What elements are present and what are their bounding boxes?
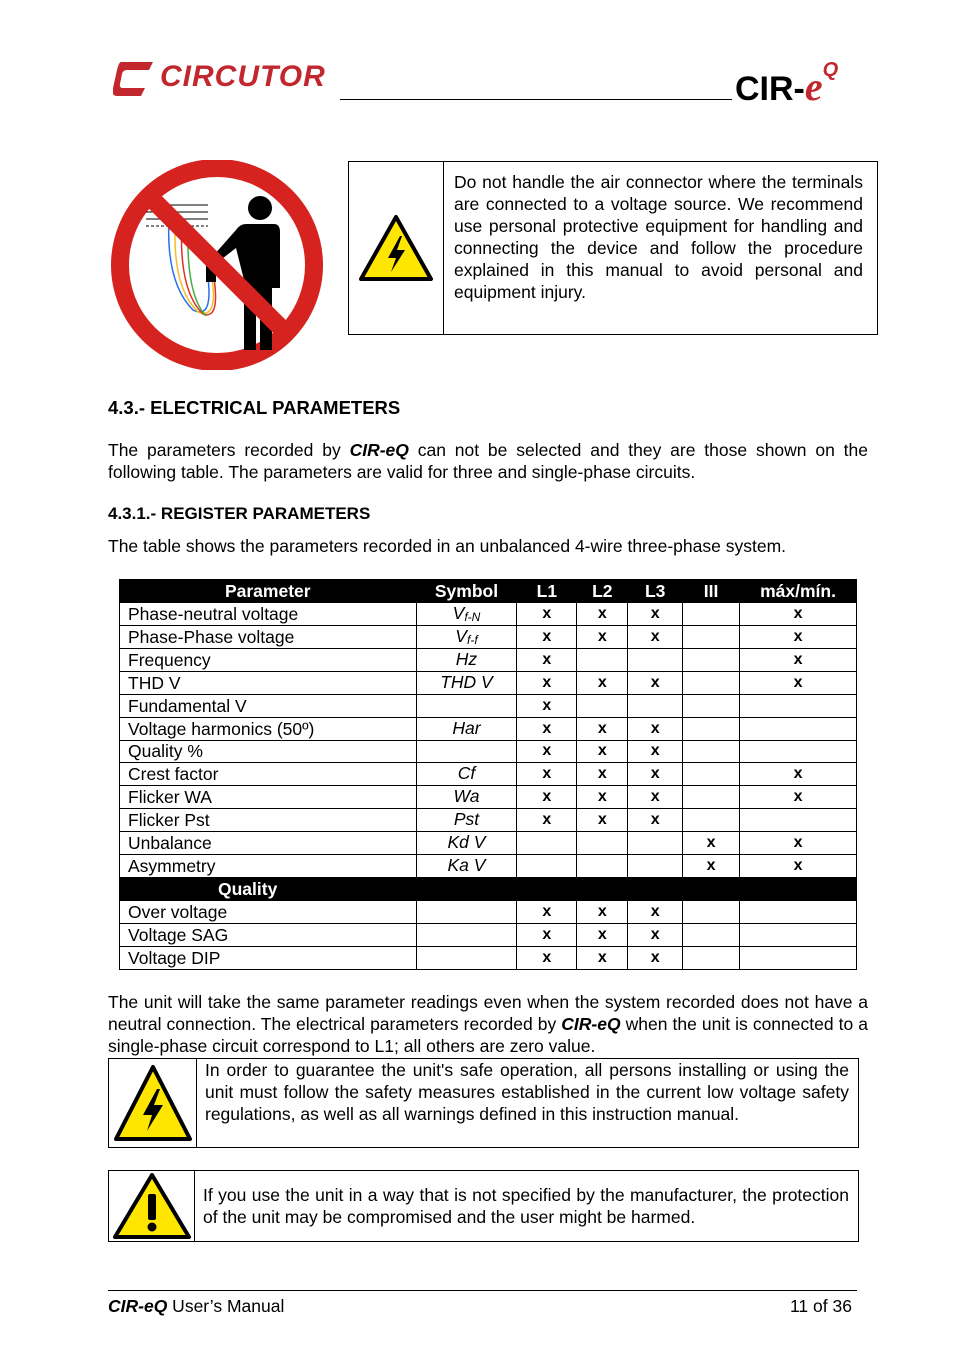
parameter-name: Flicker WA xyxy=(120,786,417,809)
mark-l2: x xyxy=(577,740,628,763)
parameter-name: Phase-Phase voltage xyxy=(120,625,417,648)
parameter-name: Fundamental V xyxy=(120,694,417,717)
warning-text: If you use the unit in a way that is not specified by the manufacturer, the protection of the unit may be compromised and the user might be harmed. xyxy=(203,1185,849,1227)
subsection-heading: 4.3.1.- REGISTER PARAMETERS xyxy=(108,504,371,523)
mark-l3: x xyxy=(628,602,683,625)
table-row xyxy=(120,901,857,924)
parameter-symbol: $V_{f-f}$ xyxy=(416,625,517,648)
mark-l1 xyxy=(517,832,577,855)
table-row xyxy=(120,740,857,763)
quality-section-row xyxy=(120,878,857,901)
mark-l1: x xyxy=(517,763,577,786)
mark-l3: x xyxy=(628,763,683,786)
intro-text-before: The parameters recorded by xyxy=(108,440,350,460)
mark-iii xyxy=(683,717,740,740)
parameter-name: Quality % xyxy=(120,740,417,763)
product-name: CIR-eQ xyxy=(561,1014,621,1034)
parameter-symbol: Wa xyxy=(416,786,517,809)
mark-max-min: x xyxy=(740,855,857,878)
warning-icon-cell xyxy=(109,1171,195,1241)
mark-l1: x xyxy=(517,694,577,717)
mark-l3: x xyxy=(628,901,683,924)
intro-text-after: can not be selected and they are those shown on the following table. The parameters are valid for three and single-phase circuits. xyxy=(108,440,868,482)
parameter-name: THD V xyxy=(120,671,417,694)
mark-l3: x xyxy=(628,923,683,946)
exclamation-warning-icon xyxy=(112,1172,192,1240)
table-row xyxy=(120,694,857,717)
section-heading: 4.3.- ELECTRICAL PARAMETERS xyxy=(108,397,401,418)
parameter-name: Flicker Pst xyxy=(120,809,417,832)
parameter-symbol: Cf xyxy=(416,763,517,786)
mark-l2 xyxy=(577,648,628,671)
mark-iii xyxy=(683,763,740,786)
header-l1: L1 xyxy=(517,580,577,603)
mark-iii xyxy=(683,625,740,648)
mark-l3 xyxy=(628,648,683,671)
mark-max-min xyxy=(740,946,857,969)
parameter-name: Over voltage xyxy=(120,901,417,924)
table-row xyxy=(120,855,857,878)
mark-max-min xyxy=(740,923,857,946)
high-voltage-warning-icon xyxy=(358,214,434,282)
mark-l2 xyxy=(577,855,628,878)
mark-l2: x xyxy=(577,625,628,648)
warning-icon-cell xyxy=(109,1059,197,1147)
mark-iii xyxy=(683,648,740,671)
mark-l2: x xyxy=(577,763,628,786)
mark-l2: x xyxy=(577,901,628,924)
footer-manual-title xyxy=(108,1296,284,1317)
parameter-name: Voltage harmonics (50º) xyxy=(120,717,417,740)
register-parameters-table xyxy=(119,579,857,970)
parameter-name: Crest factor xyxy=(120,763,417,786)
table-row xyxy=(120,671,857,694)
footer-product: CIR-eQ xyxy=(108,1296,168,1316)
mark-max-min: x xyxy=(740,671,857,694)
mark-l1: x xyxy=(517,625,577,648)
mark-iii xyxy=(683,694,740,717)
mark-max-min xyxy=(740,694,857,717)
mark-max-min xyxy=(740,809,857,832)
circutor-logo-text: CIRCUTOR xyxy=(160,60,326,93)
mark-iii xyxy=(683,786,740,809)
footer-rule xyxy=(108,1290,857,1291)
mark-l1: x xyxy=(517,923,577,946)
parameter-name: Voltage SAG xyxy=(120,923,417,946)
header-l2: L2 xyxy=(577,580,628,603)
warning-icon-cell xyxy=(349,162,444,334)
mark-iii xyxy=(683,946,740,969)
section-intro-paragraph xyxy=(108,439,868,483)
brand-e: e xyxy=(804,64,823,109)
header-iii: III xyxy=(683,580,740,603)
mark-iii xyxy=(683,901,740,924)
parameter-symbol xyxy=(416,901,517,924)
table-row xyxy=(120,717,857,740)
misuse-warning xyxy=(108,1170,859,1242)
parameter-name: Voltage DIP xyxy=(120,946,417,969)
mark-max-min xyxy=(740,901,857,924)
high-voltage-warning-icon xyxy=(112,1063,194,1143)
header-max-min: máx/mín. xyxy=(740,580,857,603)
header-parameter: Parameter xyxy=(120,580,417,603)
parameter-symbol xyxy=(416,694,517,717)
parameter-name: Frequency xyxy=(120,648,417,671)
parameter-symbol: Hz xyxy=(416,648,517,671)
parameter-name: Unbalance xyxy=(120,832,417,855)
mark-l1: x xyxy=(517,602,577,625)
mark-l2 xyxy=(577,832,628,855)
mark-max-min: x xyxy=(740,763,857,786)
parameter-symbol: Pst xyxy=(416,809,517,832)
mark-iii xyxy=(683,602,740,625)
mark-l3: x xyxy=(628,786,683,809)
parameter-symbol: THD V xyxy=(416,671,517,694)
header-symbol: Symbol xyxy=(416,580,517,603)
table-row xyxy=(120,786,857,809)
mark-max-min: x xyxy=(740,832,857,855)
parameter-symbol: Kd V xyxy=(416,832,517,855)
warning-text: In order to guarantee the unit's safe operation, all persons installing or using the unit must follow the safety measures established in the current low voltage safety regulations, as well as all warnings defined in this instruction manual. xyxy=(205,1060,849,1124)
parameter-name: Asymmetry xyxy=(120,855,417,878)
safety-regulations-warning xyxy=(108,1058,859,1148)
table-row xyxy=(120,625,857,648)
mark-l3: x xyxy=(628,809,683,832)
mark-l2 xyxy=(577,694,628,717)
mark-iii: x xyxy=(683,832,740,855)
brand-q: Q xyxy=(822,59,839,81)
mark-max-min xyxy=(740,740,857,763)
mark-max-min: x xyxy=(740,602,857,625)
mark-iii xyxy=(683,809,740,832)
warning-text: Do not handle the air connector where the terminals are connected to a voltage source. We recommend use personal protective equipment for handling and connecting the device and follow the procedure explained in this manual to avoid personal and equipment injury. xyxy=(454,172,863,302)
footer-manual: User’s Manual xyxy=(167,1296,285,1316)
mark-iii: x xyxy=(683,855,740,878)
mark-l1: x xyxy=(517,671,577,694)
table-row xyxy=(120,946,857,969)
table-row xyxy=(120,602,857,625)
mark-max-min: x xyxy=(740,786,857,809)
mark-max-min: x xyxy=(740,625,857,648)
mark-l3: x xyxy=(628,625,683,648)
parameter-name: Phase-neutral voltage xyxy=(120,602,417,625)
mark-iii xyxy=(683,740,740,763)
mark-l1: x xyxy=(517,717,577,740)
mark-l1: x xyxy=(517,740,577,763)
product-brand xyxy=(735,59,839,110)
table-row xyxy=(120,763,857,786)
mark-l3: x xyxy=(628,717,683,740)
mark-l2: x xyxy=(577,923,628,946)
mark-l1 xyxy=(517,855,577,878)
page-number: 11 of 36 xyxy=(790,1296,852,1316)
mark-l2: x xyxy=(577,602,628,625)
mark-l3: x xyxy=(628,740,683,763)
after-text-before: The unit will take the same parameter readings even when the system recorded does not have a neutral connection. The electrical parameters recorded by xyxy=(108,992,868,1034)
after-table-paragraph xyxy=(108,991,868,1057)
mark-l1: x xyxy=(517,946,577,969)
mark-l1: x xyxy=(517,648,577,671)
brand-prefix: CIR- xyxy=(735,70,805,108)
mark-l3: x xyxy=(628,946,683,969)
table-row xyxy=(120,809,857,832)
parameter-symbol: Har xyxy=(416,717,517,740)
after-text-after: when the unit is connected to a single-phase circuit correspond to L1; all others are zero value. xyxy=(108,1014,868,1056)
mark-l2: x xyxy=(577,671,628,694)
mark-max-min: x xyxy=(740,648,857,671)
mark-max-min xyxy=(740,717,857,740)
mark-l3 xyxy=(628,832,683,855)
header-l3: L3 xyxy=(628,580,683,603)
parameter-symbol: Ka V xyxy=(416,855,517,878)
parameter-symbol: $V_{f-N}$ xyxy=(416,602,517,625)
table-row xyxy=(120,832,857,855)
mark-iii xyxy=(683,671,740,694)
mark-l1: x xyxy=(517,786,577,809)
table-intro-paragraph: The table shows the parameters recorded in an unbalanced 4-wire three-phase system. xyxy=(108,536,787,556)
mark-l2: x xyxy=(577,946,628,969)
parameter-symbol xyxy=(416,946,517,969)
mark-l3 xyxy=(628,855,683,878)
parameter-symbol xyxy=(416,740,517,763)
do-not-touch-prohibition-icon xyxy=(108,160,328,370)
mark-l3 xyxy=(628,694,683,717)
mark-l2: x xyxy=(577,717,628,740)
table-header-row xyxy=(120,580,857,603)
table-row xyxy=(120,648,857,671)
mark-l2: x xyxy=(577,786,628,809)
mark-iii xyxy=(683,923,740,946)
mark-l1: x xyxy=(517,901,577,924)
header-rule xyxy=(340,99,732,100)
air-connector-warning xyxy=(348,161,878,335)
mark-l3: x xyxy=(628,671,683,694)
quality-section-label: Quality xyxy=(120,878,857,901)
mark-l2: x xyxy=(577,809,628,832)
table-row xyxy=(120,923,857,946)
parameter-symbol xyxy=(416,923,517,946)
mark-l1: x xyxy=(517,809,577,832)
circutor-logo-mark xyxy=(113,60,157,98)
product-name: CIR-eQ xyxy=(349,440,409,460)
